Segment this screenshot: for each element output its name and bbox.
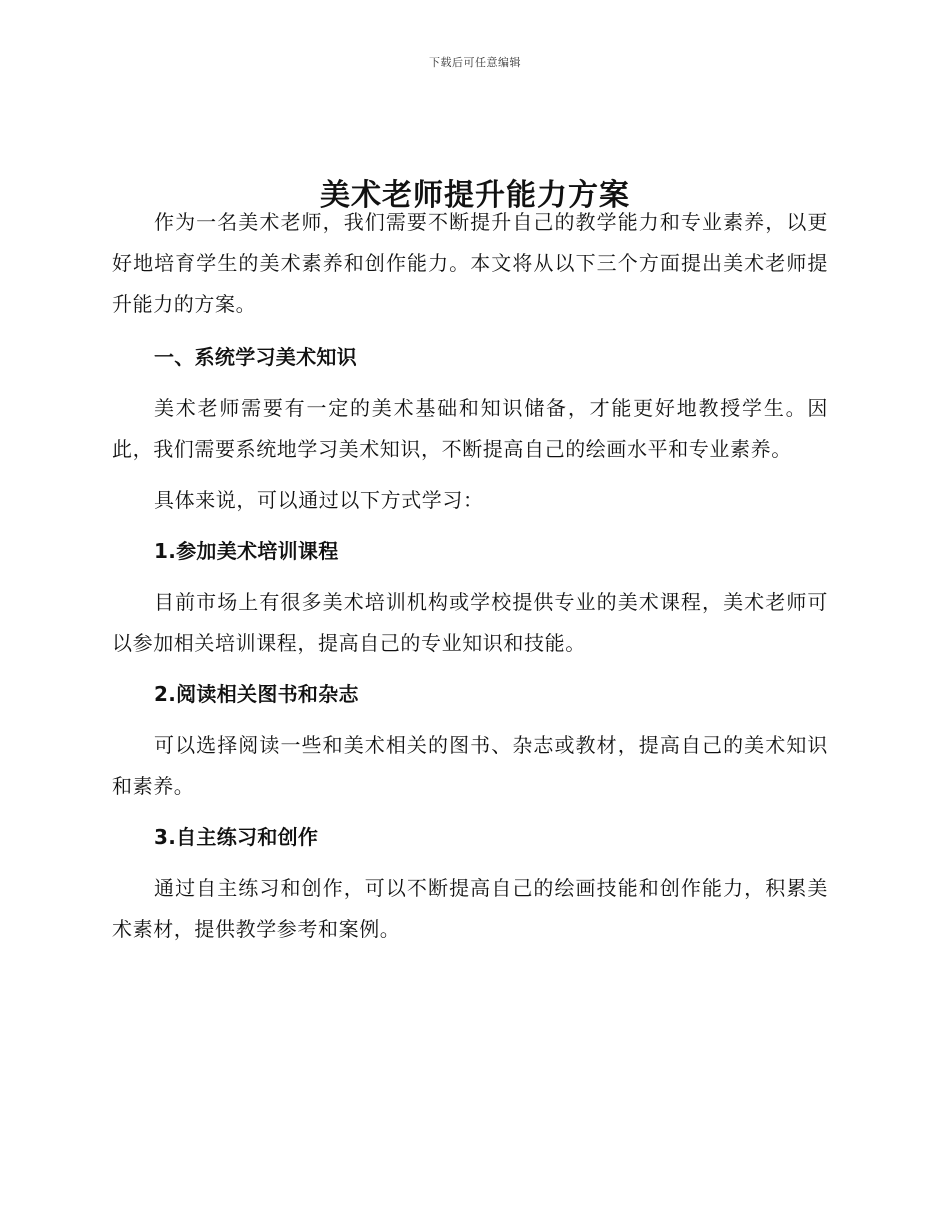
subsection-paragraph: 目前市场上有很多美术培训机构或学校提供专业的美术课程，美术老师可以参加相关培训课程，提高自己的专业知识和技能。 bbox=[112, 590, 828, 655]
document-title: 美术老师提升能力方案 bbox=[320, 178, 630, 214]
subsection-heading: 1.参加美术培训课程 bbox=[154, 539, 339, 563]
document-body bbox=[112, 202, 828, 950]
subsection-paragraph: 可以选择阅读一些和美术相关的图书、杂志或教材，提高自己的美术知识和素养。 bbox=[112, 733, 828, 798]
subsection-heading: 2.阅读相关图书和杂志 bbox=[154, 682, 359, 706]
subsection-heading: 3.自主练习和创作 bbox=[154, 825, 319, 849]
header-note: 下载后可任意编辑 bbox=[429, 56, 521, 69]
subsection-paragraph: 通过自主练习和创作，可以不断提高自己的绘画技能和创作能力，积累美术素材，提供教学参考和案例。 bbox=[112, 876, 828, 941]
section-paragraph: 美术老师需要有一定的美术基础和知识储备，才能更好地教授学生。因此，我们需要系统地学习美术知识，不断提高自己的绘画水平和专业素养。 bbox=[112, 396, 828, 461]
intro-paragraph: 作为一名美术老师，我们需要不断提升自己的教学能力和专业素养，以更好地培育学生的美术素养和创作能力。本文将从以下三个方面提出美术老师提升能力的方案。 bbox=[112, 210, 828, 316]
section-paragraph: 具体来说，可以通过以下方式学习： bbox=[154, 488, 484, 512]
section-heading: 一、系统学习美术知识 bbox=[154, 345, 357, 369]
